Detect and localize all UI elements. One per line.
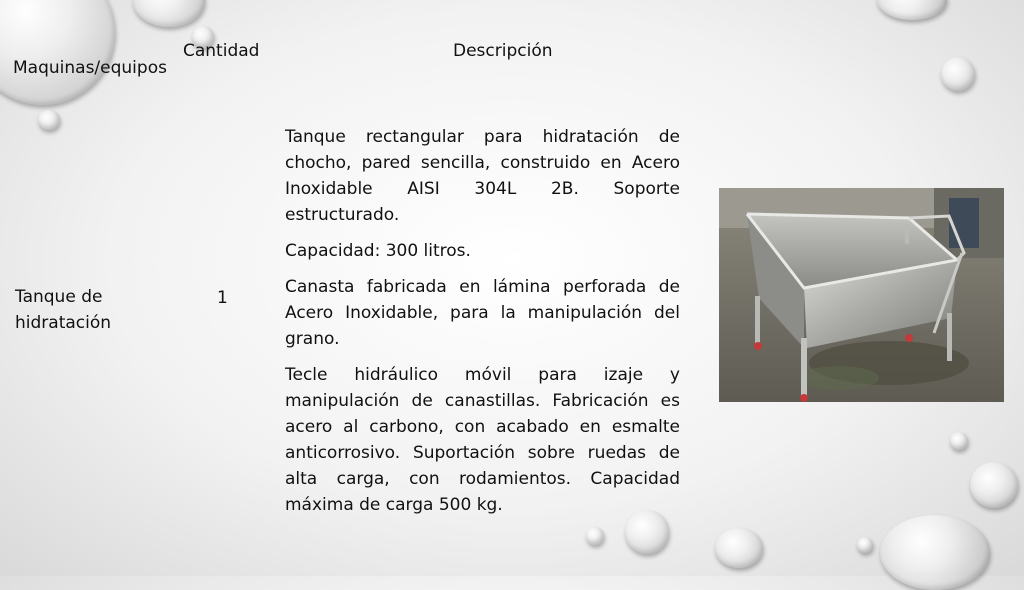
machine-name: Tanque de hidratación [15, 287, 112, 333]
water-drop-decoration [950, 432, 968, 450]
water-drop-decoration [38, 110, 60, 130]
water-drop-decoration [715, 528, 763, 568]
water-drop-decoration [586, 527, 604, 545]
header-description: Descripción [453, 41, 553, 61]
description-paragraph: Canasta fabricada en lámina perforada de Acero Inoxidable, para la manipulación del grano. [285, 277, 680, 349]
header-machines: Maquinas/equipos [13, 58, 167, 78]
tank-illustration [719, 188, 1004, 402]
water-drop-decoration [877, 0, 947, 20]
water-drop-decoration [880, 515, 990, 590]
tank-photo [719, 188, 1004, 402]
water-drop-decoration [941, 57, 975, 91]
description-paragraph: Capacidad: 300 litros. [285, 241, 471, 261]
description-paragraph: Tecle hidráulico móvil para izaje y manipulación de canastillas. Fabricación es acero al carbono, con acabado en esmalte anticorrosivo. Suportación sobre ruedas de alta carga, con rodamientos. Capacidad máxima de carga 500 kg. [285, 365, 680, 515]
header-quantity: Cantidad [183, 41, 260, 61]
description-cell [285, 124, 680, 528]
description-paragraph: Tanque rectangular para hidratación de chocho, pared sencilla, construido en Acero Inoxidable AISI 304L 2B. Soporte estructurado. [285, 127, 680, 225]
water-drop-decoration [857, 537, 873, 553]
water-drop-decoration [133, 0, 205, 27]
water-drop-decoration [970, 462, 1018, 508]
quantity-value: 1 [217, 288, 228, 308]
